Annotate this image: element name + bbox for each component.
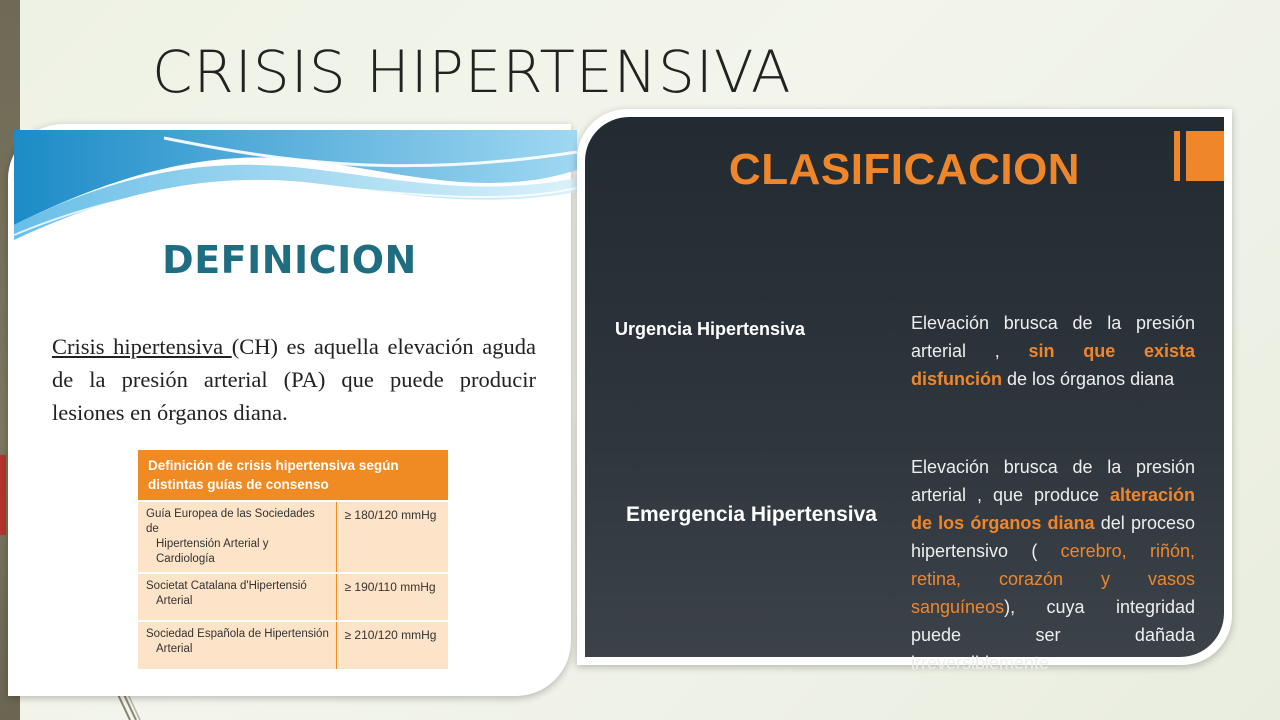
- classification-panel: [577, 109, 1232, 673]
- table-row: [138, 573, 448, 621]
- urgency-label: Urgencia Hipertensiva: [615, 319, 806, 339]
- definition-panel: [8, 124, 571, 696]
- table-value-cell: ≥ 180/120 mmHg: [336, 501, 448, 573]
- definition-body: (CH) es aquella elevación aguda de la presión arterial (PA) que puede producir lesiones en órganos diana.: [52, 334, 536, 425]
- classification-box: [585, 117, 1224, 673]
- table-source-cell: Guía Europea de las Sociedades de Hipertensión Arterial y Cardiología: [138, 501, 336, 573]
- classification-heading: CLASIFICACION: [728, 145, 1081, 194]
- definition-text: [52, 330, 536, 429]
- table-source-cell: Societat Catalana d'Hipertensió Arterial: [138, 573, 336, 621]
- emergency-highlight-bold: alteración de los órganos diana: [911, 485, 1195, 533]
- left-red-accent: [0, 455, 6, 535]
- wave-decoration: [14, 130, 577, 240]
- emergency-description: Elevación brusca de la presión arterial , que produce alteración de los órganos diana del proceso hipertensivo ( cerebro, riñón, retina, corazón y vasos sanguíneos), cuya integridad puede ser dañada irreversiblemente: [911, 457, 1195, 673]
- slide-title: CRISIS HIPERTENSIVA: [152, 38, 792, 106]
- table-row: [138, 501, 448, 573]
- consensus-table: [138, 450, 448, 669]
- definition-term: Crisis hipertensiva: [52, 334, 232, 359]
- urgency-highlight: sin que exista disfunción: [911, 341, 1195, 389]
- orange-bar-decoration: [1174, 131, 1224, 181]
- urgency-description: Elevación brusca de la presión arterial , sin que exista disfunción de los órganos diana: [911, 313, 1195, 389]
- emergency-label: Emergencia Hipertensiva: [626, 503, 877, 526]
- emergency-highlight-organs: cerebro, riñón, retina, corazón y vasos sanguíneos: [911, 541, 1195, 617]
- definition-heading: DEFINICION: [162, 238, 417, 282]
- table-value-cell: ≥ 210/120 mmHg: [336, 621, 448, 669]
- table-value-cell: ≥ 190/110 mmHg: [336, 573, 448, 621]
- table-row: [138, 621, 448, 669]
- table-source-cell: Sociedad Española de Hipertensión Arterial: [138, 621, 336, 669]
- table-header: Definición de crisis hipertensiva según distintas guías de consenso: [138, 450, 448, 501]
